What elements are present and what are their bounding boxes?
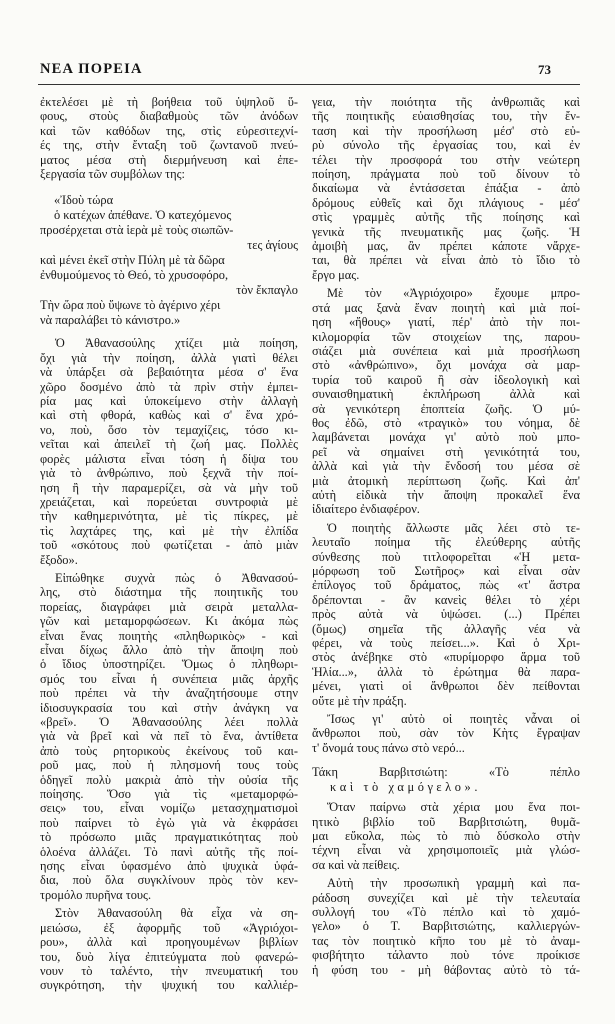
text-line: «Ἰδοὺ τώρα (54, 193, 114, 208)
text-line: σιάζει μιὰ συνέπεια καὶ μιὰ προσήλωση (312, 343, 580, 358)
text-line: ές της, στὴν ἔνταξη τοῦ ζωντανοῦ πνεύ- (40, 138, 298, 153)
text-line: γιὰ νὰ βρεῖ καὶ νὰ πεῖ τὸ ἕνα, ἀντίθετα (40, 729, 298, 744)
text-line: φισβήτητο τάλαντο ποὺ τόνε προίκισε (312, 948, 580, 963)
continued-paragraph (40, 95, 298, 181)
text-line: δια, ποὺ ὅλα συγκλίνουν πρὸς τὸν κεν- (40, 873, 298, 888)
text-line: ἀπὸ τοὺς ρητορικοὺς ἐκείνους τοῦ και- (40, 743, 298, 758)
paragraph (312, 712, 580, 755)
text-line: γῶν καὶ μεταμορφώσεων. Κι ἀκόμα πὼς (40, 614, 298, 629)
text-line: ροῦ μας, ποὺ ἡ πλησμονή τους τοὺς (40, 758, 298, 773)
text-line: σεις» του, εἶναι νομίζω μετασχηματισμοὶ (40, 801, 298, 816)
text-line: ἔξοδο». (40, 552, 78, 567)
text-line: τας τὸν ποιητικὸ κῆπο του μὲ τὸ ἀναμ- (312, 933, 580, 948)
text-line: κιλομορφία τῶν στοιχείων της, παρου- (312, 329, 580, 344)
text-line: σα καὶ νὰ πείθεις. (312, 857, 400, 872)
text-line: φους, στοὺς διαβαθμοὺς τῶν ἀνόδων (40, 109, 298, 124)
text-line: καὶ τῶν καθόδων της, στὶς εὑρεσιτεχνί- (40, 123, 298, 138)
text-line: στὸς ἀνέβηκε στὸ «πυρίμορφο ἅρμα τοῦ (312, 650, 580, 665)
text-line: ποίησης. Ὅσο γιὰ τὶς «μεταμορφώ- (40, 787, 298, 802)
paragraph (312, 521, 580, 708)
text-line: νὰ παραλάβει τὸ κάνιστρο.» (40, 313, 181, 328)
text-line: τέχνη εἶναι νὰ χρησιμοποιεῖς μιὰ γλώσ- (312, 843, 580, 858)
text-line: ξεργασία τῶν συμβόλων της: (40, 167, 185, 182)
text-line: ἰδιαίτερο ἐνδιαφέρον. (312, 502, 420, 517)
text-line: σμός του εἶναι ἡ συνέπεια μιᾶς ἀρχῆς (40, 671, 298, 686)
text-line: συναισθηματικὴ ἐκπλήρωση ἀλλὰ καὶ (312, 387, 580, 402)
text-line: γεια, τὴν ποιότητα τῆς ἀνθρωπιᾶς καὶ (312, 95, 580, 109)
text-line: λευταῖο ποίημα τῆς ἐλεύθερης αὐτῆς (312, 535, 580, 550)
text-line: ἄνθρωποι ποὺ, σὰν τὸν Κὴτς ἔγραψαν (312, 726, 580, 741)
text-line: ητικὸ βιβλίο τοῦ Βαρβιτσιώτη, θυμᾶ- (312, 814, 580, 829)
text-line: νὰ ὑπάρξει σὰ βεβαιότητα μέσα σ' ἕνα (40, 365, 298, 380)
text-line: ὁ ἴδιος ὑποστηρίζει. Ὅμως ὁ πληθωρι- (40, 657, 298, 672)
text-line: πρὸς αὐτὰ νὰ ὑψώσει. (...) Πρέπει (312, 607, 580, 622)
paragraph (40, 336, 298, 567)
text-line: ρία μας καὶ ὑποκείμενο στὴν ἀλλαγὴ (40, 394, 298, 409)
text-line: τυρία τοῦ καιροῦ ἢ σὰν ἰδεολογικὴ καὶ (312, 372, 580, 387)
text-line: στά μας ξανὰ ἕναν ποιητὴ καὶ μιὰ ποί- (312, 300, 580, 315)
text-line: ἔργο μας. (312, 267, 360, 282)
text-line: φορὲς μάλιστα εἶναι τόση ἡ δίψα του (40, 451, 298, 466)
text-line: ται, θὰ πρέπει νὰ εἶναι ἀπὸ τὸ ἴδιο τὸ (312, 253, 580, 268)
text-line: ποίηση, πράγματα ποὺ τοῦ δίνουν τὸ (312, 167, 580, 182)
text-line: ὄχι γιὰ τὴν ποίηση, ἀλλὰ γιατὶ θέλει (40, 350, 298, 365)
paragraph (312, 800, 580, 872)
text-line: γενικὰ τῆς πνευματικῆς μας ζωῆς. Ἡ (312, 224, 580, 239)
text-line: ἀμοιβὴ μας, ἂν πρέπει κάποτε νἄρχε- (312, 239, 580, 254)
text-line: στὶς γραμμὲς αὐτῆς τῆς ποίησης καὶ (312, 210, 580, 225)
text-line: τοῦ «σκότους ποὺ φωτίζεται - ἀπὸ μιὰν (40, 538, 298, 553)
text-line: στὸ «ἀνθρώπινο», ὄχι μονάχα σὰ μαρ- (312, 358, 580, 373)
text-line: τὶς λαχτάρες της, καὶ μὲ τὴν ἐλπίδα (40, 523, 298, 538)
text-line: δικαίωμα νὰ ἐντάσσεται ἐπάξια - ἀπὸ (312, 181, 580, 196)
text-line: Τὴν ὥρα ποὺ ὕψωνε τὸ ἀγέρινο χέρι (40, 298, 221, 313)
text-line: εἶναι ἕνας ποιητὴς «πληθωρικὸς» - καὶ (40, 628, 298, 643)
text-line: Ἡλία...», ἀλλὰ τὸ ἐρώτημα θὰ παρα- (312, 664, 580, 679)
text-line: του, δυὸ λίγα ἐπιτεύγματα ποὺ φανερώ- (40, 949, 298, 964)
text-line: Ὁ Ἀθανασούλης χτίζει μιὰ ποίηση, (55, 336, 298, 351)
text-line: ματος μέσα στὴ διερμήνευση καὶ ἐπε- (40, 152, 298, 167)
text-line: γιὰ τὸ ἀνθρώπινο, ποὺ ξεχνᾶ τὴν ποί- (40, 466, 298, 481)
page-number: 73 (538, 62, 551, 77)
paragraph (312, 876, 580, 977)
text-line: Μὲ τὸν «Ἀγριόχοιρο» ἔχουμε μπρο- (327, 286, 580, 301)
text-line: μόρφωση τοῦ Σωτῆρος» καὶ εἶναι σὰν (312, 564, 580, 578)
text-line: ρου», ἀλλὰ καὶ προηγουμένων βιβλίων (40, 935, 298, 950)
text-line: ηση ἢ τὴν παραμερίζει, σὰ νὰ μὴν τοῦ (40, 480, 298, 495)
text-line: ἐκτελέσει μὲ τὴ βοήθεια τοῦ ὑψηλοῦ ὕ- (40, 95, 298, 109)
text-line: ράδοση συνεχίζει καὶ μὲ τὴν τελευταία (312, 890, 580, 905)
text-line: τῆς ποιητικῆς εὐαισθησίας του, τὴν ἔν- (312, 109, 580, 124)
text-line: τρομόλο πυρῆνα τους. (40, 887, 152, 902)
text-line: εἶναι δίχως ἄλλο ἀπὸ τὴν ἄποψη ποὺ (40, 642, 298, 657)
text-line: τέλει τὴν προσφορά του στὴν νεώτερη (312, 152, 580, 167)
right-column (312, 95, 580, 977)
text-line: τ' ὄνομά τους πάνω στὸ νερό... (312, 740, 465, 755)
text-line: λης, στὸ διάστημα τῆς ποιητικῆς του (40, 585, 298, 600)
text-line: πορείας, διαγράφει μιὰ σειρὰ μεταλλα- (40, 599, 298, 614)
text-line: γελο» ὁ Τ. Βαρβιτσιώτης, καλλιεργών- (312, 919, 580, 934)
text-line: προσέρχεται στὰ ἱερὰ μὲ τοὺς σιωπῶν- (40, 223, 234, 238)
paragraph (40, 571, 298, 902)
text-line: ρεῖ νὰ σημαίνει στὴ γενικότητά του, (312, 444, 580, 459)
text-line: ποὺ πρέπει νὰ τὴν ἀναζητήσουμε στην (40, 686, 298, 701)
text-line: μειώσω, ἐξ ἀφορμῆς τοῦ «Ἀγριόχοι- (40, 920, 298, 935)
text-line: Τάκη Βαρβιτσιώτη: «Τὸ πέπλο (312, 765, 580, 780)
text-line: αὐτὴ εἰδικὰ τὴν ἄποψη προκαλεῖ ἕνα (312, 487, 580, 502)
paragraph (40, 906, 298, 992)
text-line: φέρει, νὰ τοὺς πείσει...». Καὶ ὁ Χρι- (312, 636, 580, 651)
text-line: ησης εἶναι ὑφασμένο ἀπὸ ψυχικὰ ὑφά- (40, 859, 298, 874)
text-line: ἀλλὰ καὶ γιὰ τὴν ἔνδοσή του μέσα σὲ (312, 459, 580, 474)
text-line: Εἰπώθηκε συχνὰ πὼς ὁ Ἀθανασού- (55, 570, 298, 585)
text-line: μένει, γιατὶ οἱ ἄνθρωποι δὲν πείθονται (312, 679, 580, 694)
text-line: Ὁ ποιητὴς ἄλλωστε μᾶς λέει στὸ τε- (327, 520, 580, 535)
text-line: «βρεῖ». Ὁ Ἀθανασούλης λέει πολλὰ (40, 715, 298, 729)
text-line: μιὰ ἀτομικὴ περίπτωση ζωῆς. Καὶ ἀπ' (312, 473, 580, 488)
text-line: τὸν ἔκπαγλο (236, 283, 298, 298)
text-line: δρέπονται - ἂν κανεὶς θέλει τὸ χέρι (312, 592, 580, 607)
text-line: Ἴσως γι' αὐτὸ οἱ ποιητὲς νἆναι οἱ (327, 712, 580, 727)
header-rule (38, 84, 580, 85)
text-line: θος ἐδῶ, στὸ «τραγικὸ» του νόημα, δὲ (312, 415, 580, 430)
text-line: ὁδηγεῖ πολὺ μακριὰ ἀπὸ τὴν οὐσία τῆς (40, 772, 298, 787)
text-line: ἡ φύση του - μὴ θάβοντας αὐτὸ τὸ τά- (312, 962, 580, 977)
text-line: δρόμους εὐθεῖς καὶ ὄχι πλάγιους - μέσ' (312, 195, 580, 210)
text-line: ὁ κατέχων ἀπέθανε. Ὁ κατεχόμενος (54, 208, 232, 223)
text-line: καὶ μένει ἐκεῖ στὴν Πύλη μὲ τὰ δῶρα (40, 253, 225, 268)
text-line: Ὅταν παίρνω στὰ χέρια μου ἕνα ποι- (327, 800, 580, 815)
text-line: τὴν καθημερινότητα, μὲ τὶς πίκρες, μὲ (40, 509, 298, 524)
text-line: ρὺ σύνολο τῆς ἐργασίας του, καὶ ἐν (312, 138, 580, 153)
text-line: Στὸν Ἀθανασούλη θὰ εἶχα νὰ ση- (55, 906, 298, 921)
text-line: ἰδιοσυγκρασία του καὶ στὴν ἀνάγκη να (40, 700, 298, 715)
text-line: (ὅμως) σημεῖα τῆς ἀλλαγῆς νέα νὰ (312, 621, 580, 636)
text-line: τὸ πρόσωπο μιᾶς πραγματικότητας ποὺ (40, 830, 298, 845)
text-line: τες ἁγίους (247, 238, 298, 253)
poem-quote (40, 193, 298, 328)
text-line: ηση «ἤθους» γιατί, πέρ' ἀπὸ τὴν ποι- (312, 315, 580, 330)
text-line: καὶ στὴ φθορά, καθὼς καὶ σ' ἕνα χρό- (40, 408, 298, 423)
text-line: καὶ τὸ χαμόγελο». (330, 779, 482, 794)
text-line: νεῖται καὶ ἀπειλεῖ τὴ ζωή μας. Πολλὲς (40, 437, 298, 452)
text-line: ποὺ παίρνει τὸ ἐγὼ γιὰ νὰ ἐκφράσει (40, 815, 298, 830)
text-line: μαι εὔκολα, πὼς τὸ πιὸ δύσκολο στὴν (312, 828, 580, 843)
paragraph (312, 286, 580, 517)
text-line: νουν τὸ ταλέντο, τὴν πνευματική του (40, 963, 298, 978)
text-line: οὔτε μὲ τὴν πράξη. (312, 693, 407, 708)
continued-paragraph (312, 95, 580, 282)
text-line: σὰ γενικότερη ἐποπτεία ζωῆς. Ὁ μύ- (312, 401, 580, 416)
text-line: συλλογή του «Τὸ πέπλο καὶ τὸ χαμό- (312, 904, 580, 919)
text-line: Αὐτὴ τὴν προσωπικὴ γραμμὴ καὶ πα- (327, 876, 580, 891)
text-line: λαμβάνεται μονάχα γι' αὐτὸ ποὺ μπο- (312, 430, 580, 445)
review-heading (312, 765, 580, 794)
text-line: ὁλοένα ἀλλάζει. Τὸ πανὶ αὐτῆς τῆς ποί- (40, 844, 298, 859)
left-column (40, 95, 298, 993)
journal-title: ΝΕΑ ΠΟΡΕΙΑ (40, 61, 143, 77)
text-line: σύνθεσης ποὺ τιτλοφορεῖται «Ἡ μετα- (312, 549, 580, 564)
text-line: ταση καὶ τὴν προσήλωση μέσ' στὸ εὐ- (312, 123, 580, 138)
text-line: νο, ποὺ, ὅσο τὸν τεμαχίζεις, τόσο κι- (40, 422, 298, 437)
text-line: χρειάζεται, καὶ πορεύεται συντροφιὰ μὲ (40, 494, 298, 509)
text-line: ἐνθυμούμενος τὸ Θεό, τὸ χρυσοφόρο, (40, 268, 229, 283)
text-line: συγκρότηση, τὴν ψυχική του καλλιέρ- (40, 978, 298, 993)
text-line: χῶρο δοσμένο ἀπὸ τὰ πρὶν στὴν ἐμπει- (40, 379, 298, 394)
text-line: ἐπίλογος τοῦ δράματος, πὼς «τ' ἄστρα (312, 578, 580, 593)
